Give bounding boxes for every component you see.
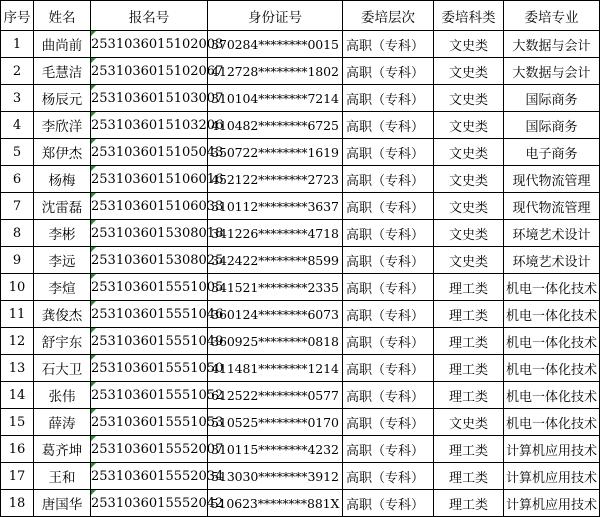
cell-registration-number xyxy=(91,436,224,463)
text-format-marker-icon xyxy=(91,31,96,36)
cell-id-number: 360124********6073 xyxy=(208,301,343,328)
text-format-marker-icon xyxy=(91,247,96,252)
text-format-marker-icon xyxy=(91,274,96,279)
registration-number-text: 2531036015552007 xyxy=(91,441,224,457)
text-format-marker-icon xyxy=(91,139,96,144)
cell-training-level: 高职（专科） xyxy=(343,85,434,112)
table-row xyxy=(1,220,600,247)
cell-id-number: 452122********2723 xyxy=(208,166,343,193)
cell-training-level: 高职（专科） xyxy=(343,220,434,247)
cell-training-category: 理工类 xyxy=(434,382,504,409)
table-row xyxy=(1,193,600,220)
cell-training-major: 现代物流管理 xyxy=(504,193,600,220)
text-format-marker-icon xyxy=(91,355,96,360)
registration-number-text: 2531036015551046 xyxy=(91,306,224,322)
cell-id-number: 341521********2335 xyxy=(208,274,343,301)
table-row xyxy=(1,382,600,409)
cell-id-number: 342422********8599 xyxy=(208,247,343,274)
cell-registration-number xyxy=(91,58,224,85)
text-format-marker-icon xyxy=(91,220,96,225)
cell-training-category: 文史类 xyxy=(434,112,504,139)
cell-registration-number xyxy=(91,85,224,112)
cell-training-major: 大数据与会计 xyxy=(504,31,600,58)
cell-id-number: 310115********4232 xyxy=(208,436,343,463)
cell-training-major: 环境艺术设计 xyxy=(504,220,600,247)
cell-training-category: 文史类 xyxy=(434,85,504,112)
registration-number-text: 2531036015552034 xyxy=(91,468,224,484)
table-row xyxy=(1,490,600,517)
table-row xyxy=(1,112,600,139)
text-format-marker-icon xyxy=(91,328,96,333)
text-format-marker-icon xyxy=(91,112,96,117)
text-format-marker-icon xyxy=(91,58,96,63)
table-row xyxy=(1,166,600,193)
cell-serial-number: 12 xyxy=(1,328,34,355)
cell-training-category: 理工类 xyxy=(434,436,504,463)
cell-training-category: 文史类 xyxy=(434,139,504,166)
cell-training-major: 机电一体化技术 xyxy=(504,382,600,409)
cell-id-number: 510623********881X xyxy=(208,490,343,517)
header-row xyxy=(1,1,600,31)
cell-serial-number: 4 xyxy=(1,112,34,139)
cell-registration-number xyxy=(91,490,224,517)
header-training-level: 委培层次 xyxy=(343,1,434,31)
cell-serial-number: 13 xyxy=(1,355,34,382)
cell-training-level: 高职（专科） xyxy=(343,247,434,274)
cell-training-category: 文史类 xyxy=(434,166,504,193)
cell-training-major: 计算机应用技术 xyxy=(504,490,600,517)
table-row xyxy=(1,274,600,301)
cell-serial-number: 10 xyxy=(1,274,34,301)
cell-training-major: 机电一体化技术 xyxy=(504,355,600,382)
cell-training-level: 高职（专科） xyxy=(343,58,434,85)
registration-number-text: 2531036015106016 xyxy=(91,171,224,187)
cell-id-number: 412728********1802 xyxy=(208,58,343,85)
registration-number-text: 2531036015106033 xyxy=(91,198,224,214)
text-format-marker-icon xyxy=(91,382,96,387)
cell-training-major: 电子商务 xyxy=(504,139,600,166)
cell-training-major: 机电一体化技术 xyxy=(504,274,600,301)
cell-name: 石大卫 xyxy=(34,355,91,382)
cell-serial-number: 16 xyxy=(1,436,34,463)
table-body xyxy=(1,31,600,517)
cell-id-number: 411481********1214 xyxy=(208,355,343,382)
cell-training-level: 高职（专科） xyxy=(343,166,434,193)
cell-training-category: 理工类 xyxy=(434,463,504,490)
cell-registration-number xyxy=(91,247,224,274)
registration-number-text: 2531036015551049 xyxy=(91,333,224,349)
cell-registration-number xyxy=(91,328,224,355)
cell-id-number: 310112********3637 xyxy=(208,193,343,220)
cell-serial-number: 5 xyxy=(1,139,34,166)
cell-serial-number: 7 xyxy=(1,193,34,220)
table-row xyxy=(1,328,600,355)
cell-registration-number xyxy=(91,382,224,409)
cell-id-number: 510525********0170 xyxy=(208,409,343,436)
text-format-marker-icon xyxy=(91,85,96,90)
cell-training-category: 理工类 xyxy=(434,301,504,328)
cell-training-category: 理工类 xyxy=(434,355,504,382)
table-row xyxy=(1,463,600,490)
cell-id-number: 350722********1619 xyxy=(208,139,343,166)
cell-serial-number: 17 xyxy=(1,463,34,490)
cell-registration-number xyxy=(91,301,224,328)
cell-registration-number xyxy=(91,220,224,247)
cell-id-number: 612522********0577 xyxy=(208,382,343,409)
header-serial-number: 序号 xyxy=(1,1,34,31)
cell-serial-number: 2 xyxy=(1,58,34,85)
cell-training-level: 高职（专科） xyxy=(343,301,434,328)
cell-name: 沈雷磊 xyxy=(34,193,91,220)
registration-number-text: 2531036015551052 xyxy=(91,387,224,403)
cell-training-level: 高职（专科） xyxy=(343,463,434,490)
cell-training-major: 机电一体化技术 xyxy=(504,409,600,436)
cell-serial-number: 6 xyxy=(1,166,34,193)
cell-registration-number xyxy=(91,355,224,382)
header-training-major: 委培专业 xyxy=(504,1,600,31)
text-format-marker-icon xyxy=(91,436,96,441)
cell-id-number: 310104********7214 xyxy=(208,85,343,112)
cell-training-level: 高职（专科） xyxy=(343,31,434,58)
table-row xyxy=(1,355,600,382)
cell-training-category: 文史类 xyxy=(434,193,504,220)
registration-number-text: 2531036015308018 xyxy=(91,225,224,241)
cell-training-category: 文史类 xyxy=(434,247,504,274)
text-format-marker-icon xyxy=(91,193,96,198)
cell-serial-number: 11 xyxy=(1,301,34,328)
cell-id-number: 410482********6725 xyxy=(208,112,343,139)
cell-id-number: 370284********0015 xyxy=(208,31,343,58)
cell-name: 毛慧洁 xyxy=(34,58,91,85)
table-row xyxy=(1,436,600,463)
cell-training-major: 计算机应用技术 xyxy=(504,436,600,463)
cell-serial-number: 1 xyxy=(1,31,34,58)
text-format-marker-icon xyxy=(91,166,96,171)
cell-registration-number xyxy=(91,166,224,193)
registration-number-text: 2531036015102067 xyxy=(91,63,224,79)
cell-name: 李欣洋 xyxy=(34,112,91,139)
registration-number-text: 2531036015551005 xyxy=(91,279,224,295)
cell-training-level: 高职（专科） xyxy=(343,274,434,301)
table-row xyxy=(1,301,600,328)
cell-training-category: 文史类 xyxy=(434,409,504,436)
cell-training-major: 机电一体化技术 xyxy=(504,301,600,328)
registration-number-text: 2531036015105043 xyxy=(91,144,224,160)
cell-training-level: 高职（专科） xyxy=(343,112,434,139)
registration-number-text: 2531036015308025 xyxy=(91,252,224,268)
table-row xyxy=(1,139,600,166)
cell-registration-number xyxy=(91,274,224,301)
text-format-marker-icon xyxy=(91,409,96,414)
cell-name: 薛涛 xyxy=(34,409,91,436)
cell-registration-number xyxy=(91,139,224,166)
registration-number-text: 2531036015552042 xyxy=(91,495,224,511)
cell-registration-number xyxy=(91,463,224,490)
cell-training-level: 高职（专科） xyxy=(343,355,434,382)
cell-serial-number: 9 xyxy=(1,247,34,274)
table-row xyxy=(1,85,600,112)
cell-training-major: 现代物流管理 xyxy=(504,166,600,193)
cell-registration-number xyxy=(91,31,224,58)
cell-training-major: 机电一体化技术 xyxy=(504,328,600,355)
registration-number-text: 2531036015103206 xyxy=(91,117,224,133)
cell-training-level: 高职（专科） xyxy=(343,139,434,166)
cell-serial-number: 3 xyxy=(1,85,34,112)
cell-training-level: 高职（专科） xyxy=(343,409,434,436)
cell-training-level: 高职（专科） xyxy=(343,382,434,409)
cell-name: 杨梅 xyxy=(34,166,91,193)
cell-serial-number: 15 xyxy=(1,409,34,436)
cell-name: 郑伊杰 xyxy=(34,139,91,166)
cell-name: 龚俊杰 xyxy=(34,301,91,328)
cell-training-category: 文史类 xyxy=(434,31,504,58)
cell-training-major: 计算机应用技术 xyxy=(504,463,600,490)
cell-training-category: 理工类 xyxy=(434,274,504,301)
cell-name: 李彬 xyxy=(34,220,91,247)
cell-name: 曲尚前 xyxy=(34,31,91,58)
cell-registration-number xyxy=(91,409,224,436)
registration-number-text: 2531036015551053 xyxy=(91,414,224,430)
registration-number-text: 2531036015551050 xyxy=(91,360,224,376)
header-name: 姓名 xyxy=(34,1,91,31)
cell-training-level: 高职（专科） xyxy=(343,436,434,463)
cell-id-number: 341226********4718 xyxy=(208,220,343,247)
cell-name: 杨辰元 xyxy=(34,85,91,112)
cell-serial-number: 8 xyxy=(1,220,34,247)
table-row xyxy=(1,31,600,58)
header-id-number: 身份证号 xyxy=(208,1,343,31)
cell-training-level: 高职（专科） xyxy=(343,193,434,220)
cell-id-number: 513030********3912 xyxy=(208,463,343,490)
cell-training-level: 高职（专科） xyxy=(343,490,434,517)
cell-training-major: 国际商务 xyxy=(504,112,600,139)
cell-serial-number: 18 xyxy=(1,490,34,517)
text-format-marker-icon xyxy=(91,463,96,468)
cell-name: 李远 xyxy=(34,247,91,274)
cell-name: 王和 xyxy=(34,463,91,490)
cell-training-level: 高职（专科） xyxy=(343,328,434,355)
cell-training-category: 理工类 xyxy=(434,328,504,355)
header-training-category: 委培科类 xyxy=(434,1,504,31)
header-registration-number: 报名号 xyxy=(91,1,208,31)
cell-training-major: 国际商务 xyxy=(504,85,600,112)
text-format-marker-icon xyxy=(91,301,96,306)
cell-training-major: 环境艺术设计 xyxy=(504,247,600,274)
cell-id-number: 360925********0818 xyxy=(208,328,343,355)
table-row xyxy=(1,58,600,85)
table-row xyxy=(1,247,600,274)
cell-training-category: 文史类 xyxy=(434,220,504,247)
cell-serial-number: 14 xyxy=(1,382,34,409)
text-format-marker-icon xyxy=(91,490,96,495)
cell-training-category: 文史类 xyxy=(434,58,504,85)
cell-training-major: 大数据与会计 xyxy=(504,58,600,85)
registration-number-text: 2531036015103007 xyxy=(91,90,224,106)
cell-name: 舒宇东 xyxy=(34,328,91,355)
cell-name: 李煊 xyxy=(34,274,91,301)
cell-training-category: 理工类 xyxy=(434,490,504,517)
cell-registration-number xyxy=(91,193,224,220)
table-row xyxy=(1,409,600,436)
cell-registration-number xyxy=(91,112,224,139)
cell-name: 唐国华 xyxy=(34,490,91,517)
registration-number-text: 2531036015102003 xyxy=(91,36,224,52)
cell-name: 张伟 xyxy=(34,382,91,409)
cell-name: 葛齐坤 xyxy=(34,436,91,463)
